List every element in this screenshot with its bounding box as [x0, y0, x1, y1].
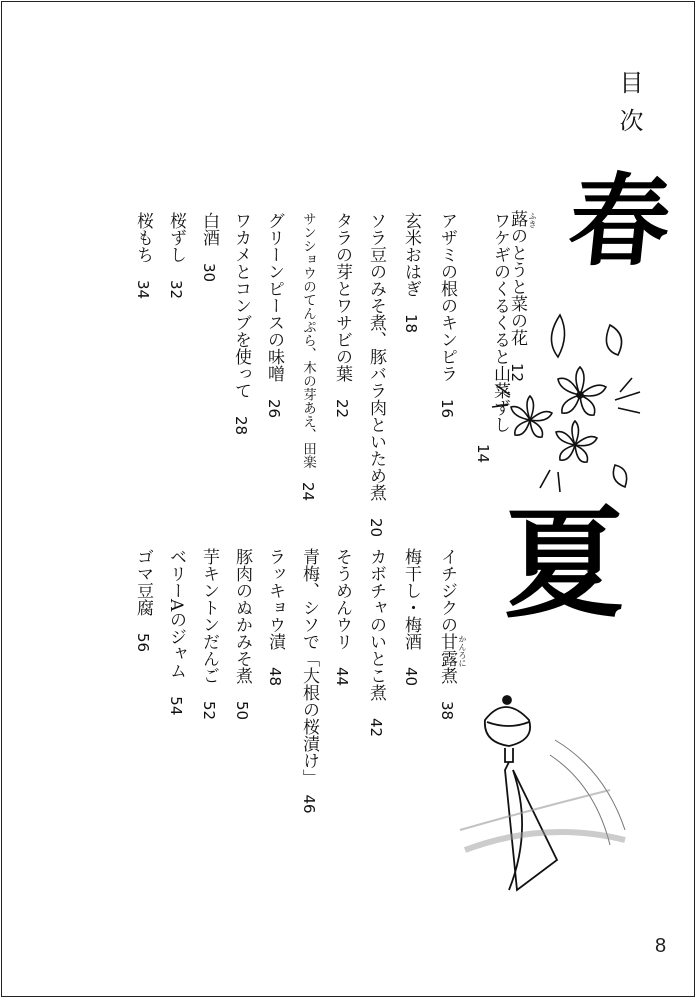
ruby-text: ふき: [528, 212, 537, 228]
list-item: 芋キントンだんご 52: [199, 548, 219, 721]
wind-chime-illustration: [455, 680, 635, 910]
list-item: そうめんウリ 44: [332, 548, 352, 687]
list-item: ソラ豆のみそ煮、豚バラ肉といため煮 20: [366, 212, 386, 538]
list-item: 青梅、シソで「大根の桜漬け」 46: [299, 548, 319, 814]
list-item: カボチャのいとこ煮 42: [366, 548, 386, 738]
list-item: 白酒 30: [199, 212, 219, 283]
summer-title: 夏: [484, 500, 625, 620]
list-item: 豚肉のぬかみそ煮 50: [232, 548, 252, 721]
page-number: 8: [655, 935, 667, 957]
list-item: 梅干し・梅酒 40: [401, 548, 421, 687]
list-item: サンショウのてんぷら、木の芽あえ、田楽 24: [299, 212, 317, 502]
spring-title: 春: [547, 168, 677, 268]
list-item: アザミの根のキンピラ 16: [437, 212, 457, 419]
ruby-text: かんろに: [458, 635, 467, 667]
list-item: ゴマ豆腐 56: [133, 548, 153, 653]
list-item: ワカメとコンブを使って 28: [231, 212, 251, 436]
list-item: ラッキョウ漬 48: [265, 548, 285, 687]
list-item: イチジクの甘露煮 38: [437, 548, 457, 721]
list-item: 蕗のとうと菜の花 12: [507, 210, 527, 383]
list-item: ベリーAのジャム 54: [166, 548, 186, 716]
list-item: 桜ずし 32: [166, 212, 186, 300]
toc-heading: 目次: [615, 70, 643, 146]
list-item: ワケギのくるくると山菜ずし 14: [474, 212, 510, 464]
list-item: グリーンピースの味噌 26: [264, 212, 284, 419]
list-item: タラの芽とワサビの葉 22: [332, 212, 352, 419]
list-item: 玄米おはぎ 18: [401, 212, 421, 334]
list-item: 桜もち 34: [133, 212, 153, 300]
